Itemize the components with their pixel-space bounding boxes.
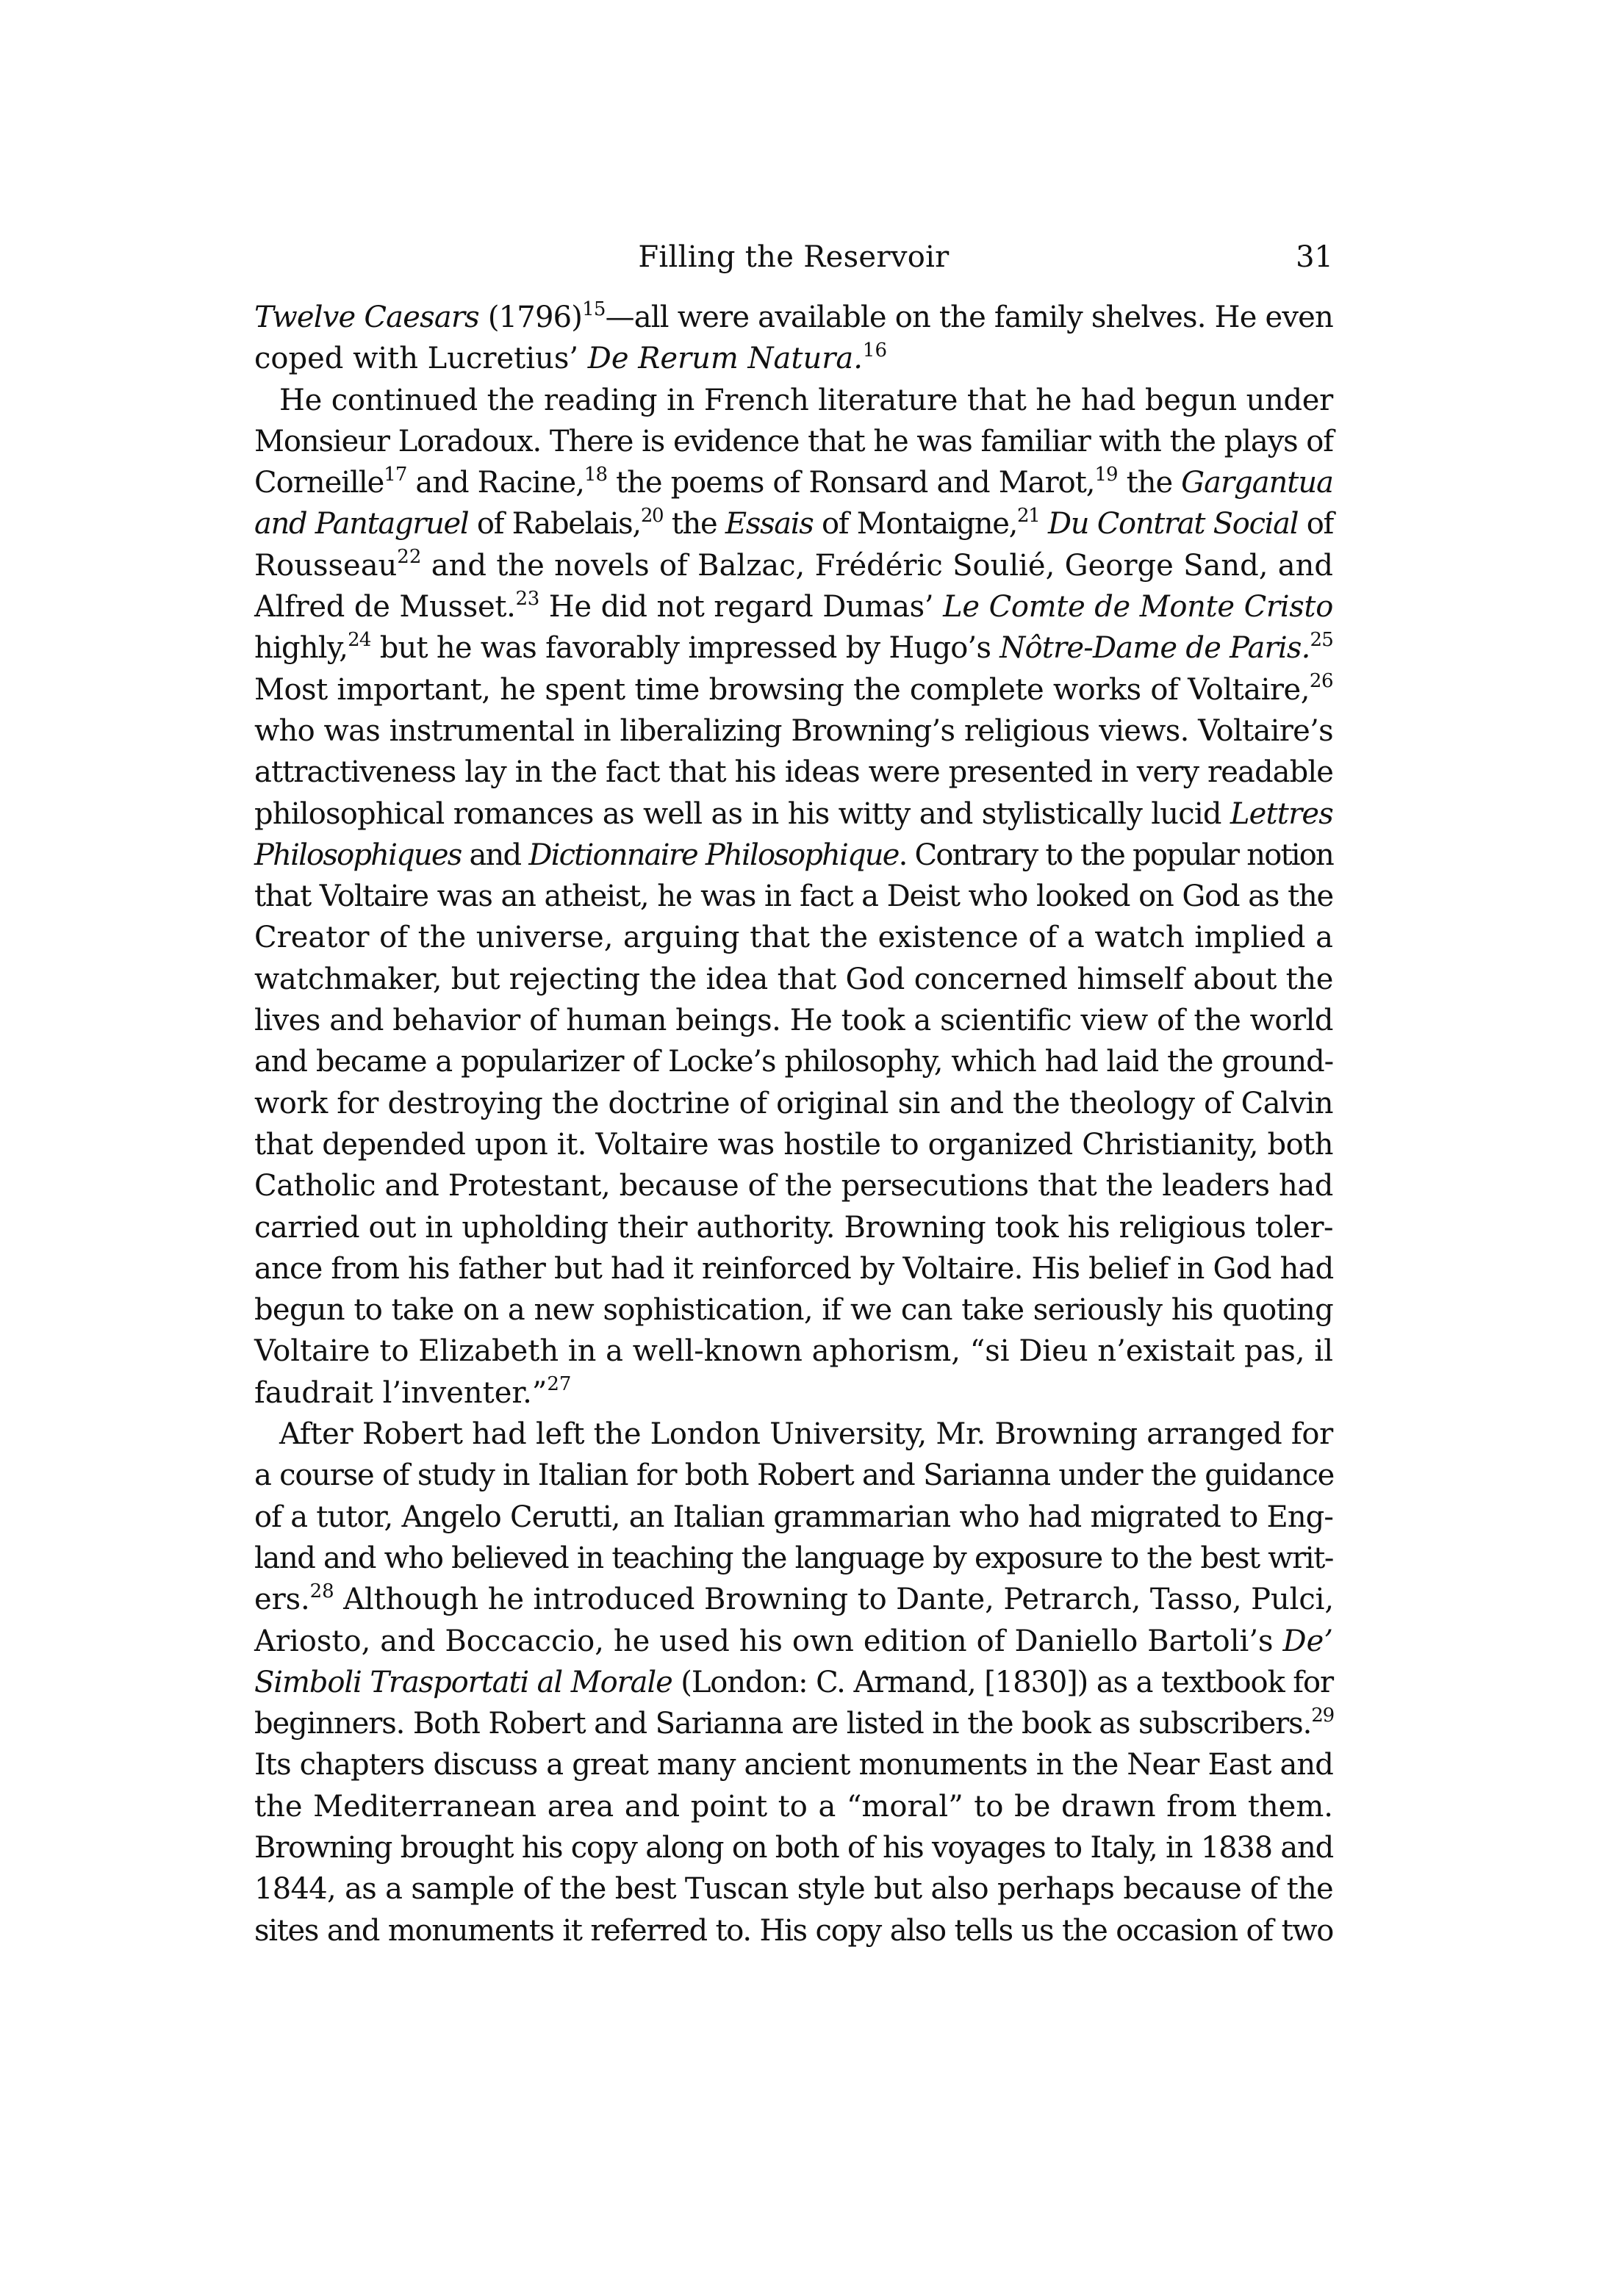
paragraph-start-line: He continued the reading in French literature that he had begun under — [279, 383, 1333, 417]
text-line: begun to take on a new sophistication, if we can take seriously his quoting — [254, 1293, 1333, 1328]
text-line: who was instrumental in liberalizing Browning’s religious views. Voltaire’s — [254, 713, 1333, 748]
running-title: Filling the Reservoir — [638, 240, 950, 274]
text-line: lives and behavior of human beings. He took a scientific view of the world — [254, 1004, 1333, 1038]
text-line: a course of study in Italian for both Robert and Sarianna under the guidance — [254, 1458, 1335, 1493]
text-line: Twelve Caesars $(1796)^{15}—all$ were available on the family shelves. He even — [254, 298, 1334, 334]
text-line: Creator of the universe, arguing that the existence of a watch implied a — [254, 921, 1333, 955]
footnote-ref: 16 — [862, 339, 888, 361]
text-line: coped with Lucretius’ De Rerum Natura.$^{16}$ — [254, 339, 888, 376]
text-line: highly,$^{24}$ but he was favorably impressed by Hugo’s Nôtre-Dame de Paris.$^{25}$ — [254, 629, 1333, 666]
text-line: Rousseau$^{22}$ and the novels of Balzac, Frédéric Soulié, George Sand, and — [254, 546, 1333, 583]
text-line: watchmaker, but rejecting the idea that God concerned himself about the — [254, 962, 1333, 996]
text-line: attractiveness lay in the fact that his ideas were presented in very readable — [254, 755, 1333, 790]
text-line: Alfred de Musset.$^{23}$ He did not regard Dumas’ Le Comte de Monte Cristo — [254, 587, 1333, 625]
footnote-ref: 24 — [348, 629, 371, 652]
text-line: Corneille$^{17}$ and Racine,$^{18}$ the poems of Ronsard and Marot,$^{19}$ the Gargantua — [254, 463, 1333, 500]
text-line: and became a popularizer of Locke’s philosophy, which had laid the ground- — [254, 1045, 1333, 1079]
book-title: De Rerum Natura. — [587, 342, 863, 376]
book-title: De’ — [1282, 1624, 1333, 1658]
book-title: Philosophiques — [254, 838, 462, 872]
text-line: and Pantagruel of Rabelais,$^{20}$ the Essais of Montaigne,$^{21}$ Du Contrat Social of — [254, 505, 1333, 541]
text-line: the Mediterranean area and point to a “moral” to be drawn from them. — [254, 1789, 1333, 1824]
text-line: Monsieur Loradoux. There is evidence that he was familiar with the plays of — [254, 424, 1333, 458]
book-title: Le Comte de Monte Cristo — [943, 590, 1333, 625]
footnote-ref: 20 — [640, 505, 664, 528]
text-line: philosophical romances as well as in his witty and stylistically lucid Lettres — [254, 796, 1333, 831]
paragraph-start-line: After Robert had left the London University, Mr. Browning arranged for — [279, 1417, 1333, 1452]
text-line: land and who believed in teaching the language by exposure to the best writ- — [254, 1541, 1333, 1575]
text-line: Most important, he spent time browsing the complete works of Voltaire,$^{26}$ — [254, 670, 1333, 707]
text-line: 1844, as a sample of the best Tuscan style but also perhaps because of the — [254, 1872, 1333, 1907]
footnote-ref: 25 — [1310, 629, 1333, 652]
footnote-ref: 17 — [384, 463, 407, 486]
footnote-ref: 23 — [515, 587, 539, 610]
text-line: of a tutor, Angelo Cerutti, an Italian grammarian who had migrated to Eng- — [254, 1500, 1333, 1534]
text-line: faudrait l’inventer.”$^{27}$ — [254, 1373, 572, 1410]
text-line: Voltaire to Elizabeth in a well-known aphorism, “si Dieu n’existait pas, il — [254, 1334, 1333, 1369]
text-line: carried out in upholding their authority. Browning took his religious toler- — [254, 1210, 1333, 1245]
book-title: Dictionnaire Philosophique — [528, 838, 899, 872]
book-title: and Pantagruel — [254, 507, 469, 541]
text-line: Simboli Trasportati al Morale (London: C. Armand, [1830]) as a textbook for — [254, 1665, 1334, 1699]
text-line: sites and monuments it referred to. His copy also tells us the occasion of two — [254, 1913, 1333, 1948]
text-line: that Voltaire was an atheist, he was in fact a Deist who looked on God as the — [254, 879, 1333, 914]
footnote-ref: 15 — [582, 298, 606, 320]
footnote-ref: 28 — [309, 1580, 334, 1602]
book-title: Essais — [725, 507, 814, 541]
footnote-ref: 18 — [584, 463, 607, 486]
text-line: Ariosto, and Boccaccio, he used his own edition of Daniello Bartoli’s De’ — [254, 1624, 1333, 1658]
text-line: Philosophiques and Dictionnaire Philosophique. Contrary to the popular notion — [254, 838, 1333, 872]
text-line: Its chapters discuss a great many ancient monuments in the Near East and — [254, 1748, 1333, 1782]
footnote-ref: 22 — [397, 546, 422, 569]
page-number: 31 — [1296, 240, 1333, 274]
text-line: Catholic and Protestant, because of the persecutions that the leaders had — [254, 1169, 1333, 1203]
text-line: that depended upon it. Voltaire was hostile to organized Christianity, both — [254, 1127, 1333, 1162]
footnote-ref: 26 — [1309, 670, 1333, 693]
running-head — [254, 235, 1333, 279]
footnote-ref: 19 — [1094, 463, 1118, 486]
footnote-ref: 29 — [1311, 1704, 1335, 1727]
footnote-ref: 27 — [547, 1373, 572, 1396]
footnote-ref: 21 — [1017, 505, 1040, 528]
book-title: Nôtre-Dame de Paris. — [999, 631, 1310, 666]
book-title: Gargantua — [1181, 466, 1333, 500]
book-title: Simboli Trasportati al Morale — [254, 1665, 672, 1699]
text-line: Browning brought his copy along on both of his voyages to Italy, in 1838 and — [254, 1830, 1333, 1865]
text-line: ers.$^{28}$ Although he introduced Browning to Dante, Petrarch, Tasso, Pulci, — [254, 1580, 1334, 1617]
text-line: ance from his father but had it reinforced by Voltaire. His belief in God had — [254, 1251, 1334, 1286]
book-title: Du Contrat Social — [1048, 507, 1299, 541]
text-line: beginners. Both Robert and Sarianna are listed in the book as subscribers.$^{29}$ — [254, 1704, 1335, 1741]
book-title: Lettres — [1230, 796, 1333, 831]
text-line: work for destroying the doctrine of original sin and the theology of Calvin — [254, 1086, 1333, 1120]
body-text — [254, 297, 1333, 1951]
book-title: Twelve Caesars — [254, 301, 479, 334]
